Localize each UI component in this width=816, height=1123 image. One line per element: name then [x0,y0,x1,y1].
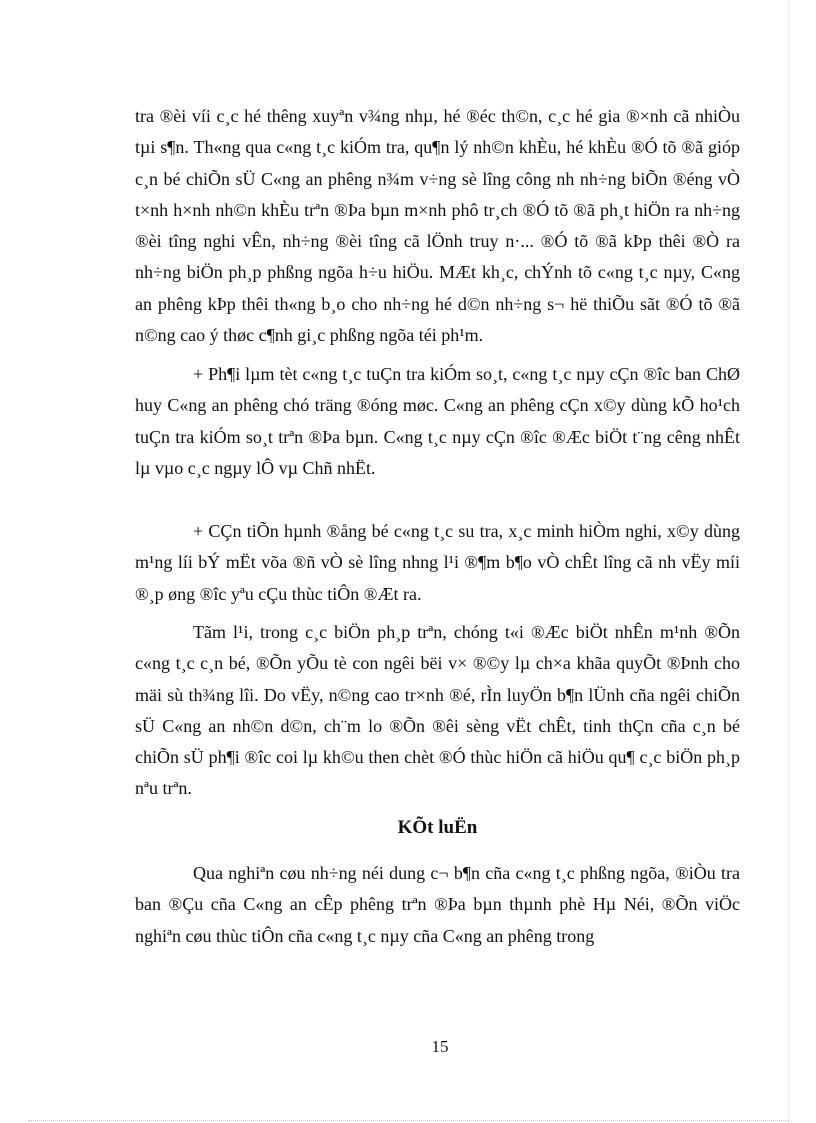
conclusion-paragraph [135,858,740,952]
body-paragraph [135,617,740,805]
body-paragraph [135,516,740,610]
page-number: 15 [431,1037,449,1056]
body-paragraph [135,101,740,351]
body-paragraph [135,359,740,484]
page-margin-guide [788,0,789,1123]
section-heading: KÕt luËn [397,817,478,838]
paragraph-text: + CÇn tiÕn hµnh ®ång bé c«ng t¸c su tra, x¸c minh hiÒm nghi, x©y dùng m¹ng líi bÝ mËt võa ®ñ vÒ sè lîng nhng l¹i ®¶m b¶o vÒ chÊt lîng cã nh vËy míi ®¸p øng ®îc yªu cÇu thùc tiÔn ®Æt ra. [135,521,740,604]
paragraph-text: tra ®èi víi c¸c hé thêng xuyªn v¾ng nhµ, hé ®éc th©n, c¸c hé gia ®×nh cã nhiÒu tµi s¶n. Th«ng qua c«ng t¸c kiÓm tra, qu¶n lý nh©n khÈu, hé khÈu ®Ó tõ ®ã gióp c¸n bé chiÕn sÜ C«ng an phêng n¾m v÷ng sè lîng công nh nh÷ng biÕn ®éng vÒ t×nh h×nh nh©n khÈu trªn ®Þa bµn m×nh phô tr¸ch ®Ó tõ ®ã ph¸t hiÖn ra nh÷ng ®èi tîng nghi vÊn, nh÷ng ®èi tîng cã lÖnh truy n·... ®Ó tõ ®ã kÞp thêi ®Ò ra nh÷ng biÖn ph¸p phßng ngõa h÷u hiÖu. MÆt kh¸c, chÝnh tõ c«ng t¸c nµy, C«ng an phêng kÞp thêi th«ng b¸o cho nh÷ng hé d©n nh÷ng s¬ hë thiÕu sãt ®Ó tõ ®ã n©ng cao ý thøc c¶nh gi¸c phßng ngõa téi ph¹m. [135,106,740,346]
paragraph-text: + Ph¶i lµm tèt c«ng t¸c tuÇn tra kiÓm so¸t, c«ng t¸c nµy cÇn ®îc ban ChØ huy C«ng an phêng chó träng ®óng møc. C«ng an phêng cÇn x©y dùng kÕ ho¹ch tuÇn tra kiÓm so¸t trªn ®Þa bµn. C«ng t¸c nµy cÇn ®îc ®Æc biÖt t¨ng cêng nhÊt lµ vµo c¸c ngµy lÔ vµ Chñ nhËt. [135,364,740,478]
paragraph-text: Qua nghiªn cøu nh÷ng néi dung c¬ b¶n cña c«ng t¸c phßng ngõa, ®iÒu tra ban ®Çu cña C«ng an cÊp phêng trªn ®Þa bµn thµnh phè Hµ Néi, ®Õn viÖc nghiªn cøu thùc tiÔn cña c«ng t¸c nµy cña C«ng an phêng trong [135,863,740,946]
page-bottom-guide [28,1120,788,1121]
paragraph-text: Tãm l¹i, trong c¸c biÖn ph¸p trªn, chóng t«i ®Æc biÖt nhÊn m¹nh ®Õn c«ng t¸c c¸n bé, ®Õn yÕu tè con ngêi bëi v× ®©y lµ ch×a khãa quyÕt ®Þnh cho mäi sù th¾ng lîi. Do vËy, n©ng cao tr×nh ®é, rÌn luyÖn b¶n lÜnh cña ngêi chiÕn sÜ C«ng an nh©n d©n, ch¨m lo ®Õn ®êi sèng vËt chÊt, tinh thÇn cña c¸n bé chiÕn sÜ ph¶i ®îc coi lµ kh©u then chèt ®Ó thùc hiÖn cã hiÖu qu¶ c¸c biÖn ph¸p nªu trªn. [135,622,740,799]
